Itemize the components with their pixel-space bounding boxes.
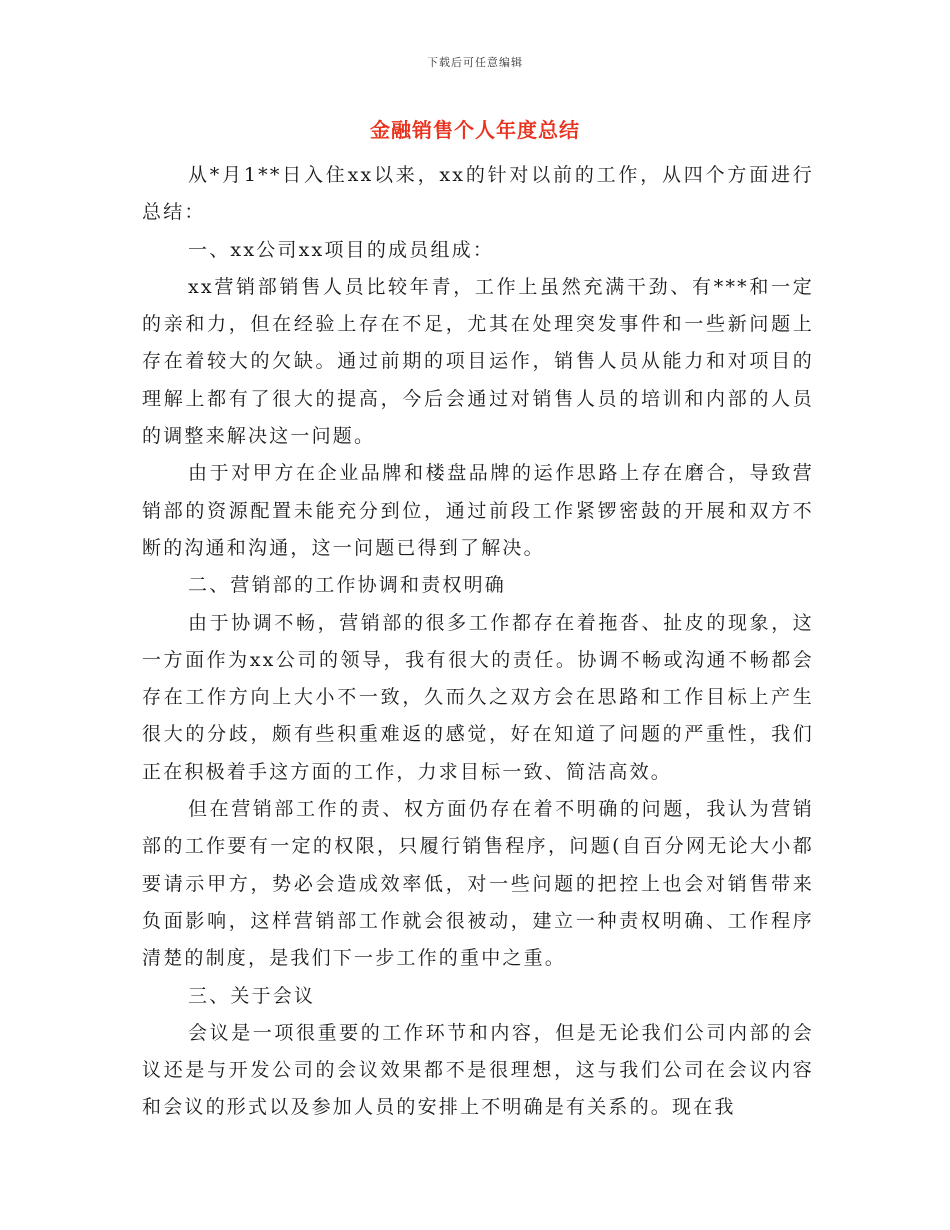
paragraph: xx营销部销售人员比较年青，工作上虽然充满干劲、有***和一定的亲和力，但在经验上存在不足，尤其在处理突发事件和一些新问题上存在着较大的欠缺。通过前期的项目运作，销售人员从能力和对项目的理解上都有了很大的提高，今后会通过对销售人员的培训和内部的人员的调整来解决这一问题。 (142, 275, 814, 448)
paragraph: 由于协调不畅，营销部的很多工作都存在着拖沓、扯皮的现象，这一方面作为xx公司的领导，我有很大的责任。协调不畅或沟通不畅都会存在工作方向上大小不一致，久而久之双方会在思路和工作目标上产生很大的分歧，颇有些积重难返的感觉，好在知道了问题的严重性，我们正在积极着手这方面的工作，力求目标一致、简洁高效。 (142, 611, 814, 783)
section-heading-3: 三、关于会议 (188, 984, 316, 1007)
paragraph: 会议是一项很重要的工作环节和内容，但是无论我们公司内部的会议还是与开发公司的会议效果都不是很理想，这与我们公司在会议内容和会议的形式以及参加人员的安排上不明确是有关系的。现在我 (142, 1021, 814, 1119)
paragraph: 由于对甲方在企业品牌和楼盘品牌的运作思路上存在磨合，导致营销部的资源配置未能充分到位，通过前段工作紧锣密鼓的开展和双方不断的沟通和沟通，这一问题已得到了解决。 (142, 462, 814, 559)
section-heading-1: 一、xx公司xx项目的成员组成： (188, 238, 495, 261)
document-title: 金融销售个人年度总结 (370, 118, 580, 142)
page-header-note: 下载后可任意编辑 (427, 56, 523, 69)
paragraph: 但在营销部工作的责、权方面仍存在着不明确的问题，我认为营销部的工作要有一定的权限，只履行销售程序，问题(自百分网无论大小都要请示甲方，势必会造成效率低，对一些问题的把控上也会对销售带来负面影响，这样营销部工作就会很被动，建立一种责权明确、工作程序清楚的制度，是我们下一步工作的重中之重。 (142, 798, 814, 970)
paragraph-intro: 从*月1**日入住xx以来，xx的针对以前的工作，从四个方面进行总结： (142, 164, 814, 224)
document-body (142, 157, 814, 1127)
section-heading-2: 二、营销部的工作协调和责权明确 (188, 574, 507, 597)
